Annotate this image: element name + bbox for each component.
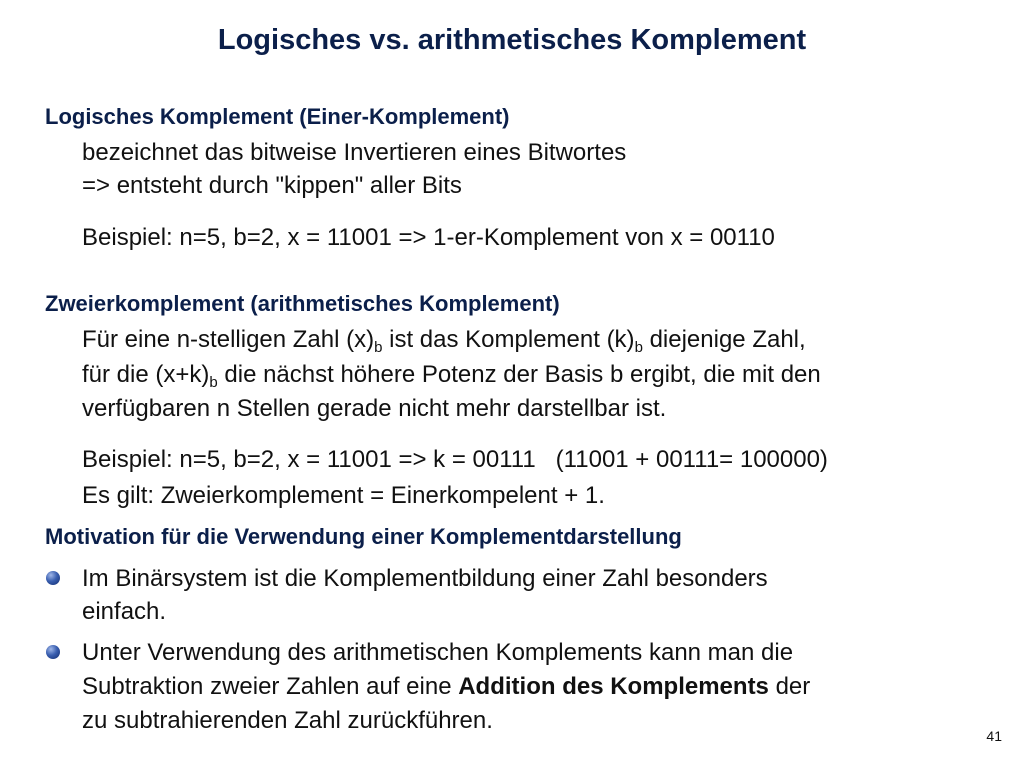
s1-example: Beispiel: n=5, b=2, x = 11001 => 1-er-Komplement von x = 00110 <box>82 224 775 251</box>
s2-line-2: für die $(x+k)_b$ die nächst höhere Potenz der Basis b ergibt, die mit den <box>82 361 821 391</box>
bullet-icon <box>46 571 60 585</box>
bullet-2-line-2: Subtraktion zweier Zahlen auf eine Addition des Komplements der <box>82 673 811 700</box>
bullet-icon <box>46 645 60 659</box>
bullet-2-line-3: zu subtrahierenden Zahl zurückführen. <box>82 707 493 734</box>
heading-zweierkomplement: Zweierkomplement (arithmetisches Komplement) <box>45 291 560 316</box>
bullet-2-line-1: Unter Verwendung des arithmetischen Komplements kann man die <box>82 639 794 666</box>
bullet-1-line-2: einfach. <box>82 598 167 625</box>
bullet-1-line-1: Im Binärsystem ist die Komplementbildung einer Zahl besonders <box>82 565 768 592</box>
heading-motivation: Motivation für die Verwendung einer Komplementdarstellung <box>45 524 682 549</box>
page-number: 41 <box>986 728 1002 744</box>
s2-line-1: Für eine n-stelligen Zahl $(x)_b$ ist das Komplement $(k)_b$ diejenige Zahl, <box>82 326 806 356</box>
s2-example: Beispiel: n=5, b=2, x = 11001 => k = 00111 (11001 + 00111= 100000) <box>82 446 828 473</box>
slide-title: Logisches vs. arithmetisches Komplement <box>217 24 807 56</box>
s1-line-1: bezeichnet das bitweise Invertieren eines Bitwortes <box>82 139 627 166</box>
s2-line-3: verfügbaren n Stellen gerade nicht mehr darstellbar ist. <box>82 395 667 422</box>
heading-logisches-komplement: Logisches Komplement (Einer-Komplement) <box>45 104 510 129</box>
s1-line-2: => entsteht durch "kippen" aller Bits <box>82 172 462 199</box>
s2-rule: Es gilt: Zweierkomplement = Einerkompelent + 1. <box>82 482 605 509</box>
